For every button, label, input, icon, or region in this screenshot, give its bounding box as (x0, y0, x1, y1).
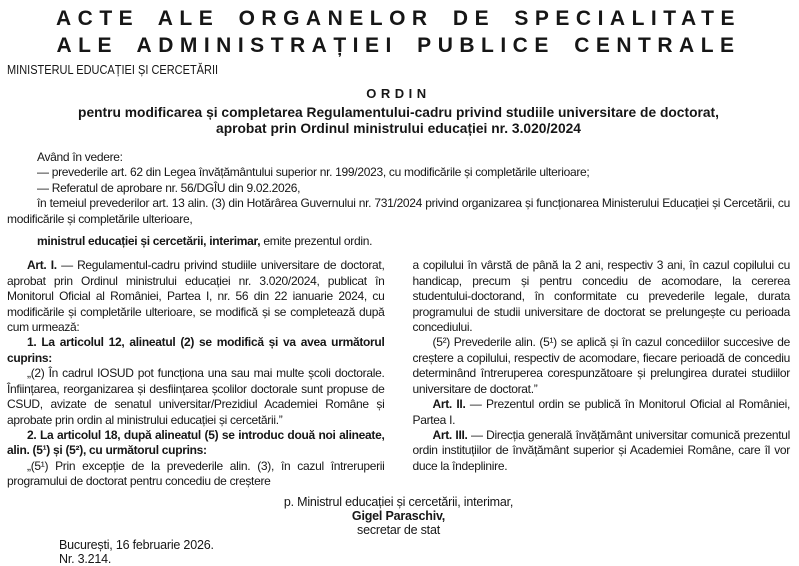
left-column (7, 258, 385, 489)
text-run: emite prezentul ordin. (260, 234, 373, 249)
paragraph (7, 196, 790, 227)
paragraph (7, 335, 385, 366)
paragraph (413, 428, 791, 474)
issuer-line (7, 234, 790, 249)
paragraph (413, 335, 791, 397)
order-heading: ORDIN (366, 86, 431, 101)
text-run: „(5¹) Prin excepție de la prevederile alin. (3), în cazul întreruperii programului de doctorat pentru concediu de creștere (7, 458, 385, 489)
text-run: în temeiul prevederilor art. 13 alin. (3) din Hotărârea Guvernului nr. 731/2024 privind organizarea și funcționarea Ministerului Educației și Cercetării, cu modificările și completările ulterioare, (7, 196, 790, 226)
section-heading (7, 6, 790, 59)
text-run: — Direcția generală învățământ universitar comunică prezentul ordin instituțiilor de învățământ superior și Academiei Române, care îl vor duce la îndeplinire. (412, 427, 790, 473)
order-title-line2: aprobat prin Ordinul ministrului educației nr. 3.020/2024 (216, 121, 581, 136)
order-title-line1: pentru modificarea și completarea Regulamentului-cadru privind studiile universitare de doctorat, (78, 105, 719, 120)
paragraph (7, 366, 385, 428)
body-columns (7, 258, 790, 489)
ministry-name: MINISTERUL EDUCAȚIEI ȘI CERCETĂRII (7, 63, 219, 77)
signature-position: secretar de stat (357, 522, 440, 537)
paragraph (7, 258, 385, 335)
section-heading-line1: ACTE ALE ORGANELOR DE SPECIALITATE (56, 7, 741, 30)
order-title (7, 105, 790, 137)
signature-name: Gigel Paraschiv, (351, 508, 446, 523)
text-run: Art. I. (27, 258, 57, 273)
right-column (413, 258, 791, 489)
document-footer (59, 538, 790, 566)
paragraph (7, 428, 385, 459)
paragraph (413, 397, 791, 428)
text-run: Art. II. (432, 397, 466, 412)
text-run: 2. La articolul 18, după alineatul (5) se introduc două noi alineate, alin. (5¹) și (5²), cu următorul cuprins: (7, 427, 385, 458)
paragraph (7, 150, 790, 165)
text-run: ministrul educației și cercetării, interimar, (37, 234, 261, 249)
text-run: a copilului în vârstă de până la 2 ani, respectiv 3 ani, în cazul copilului cu handicap, precum și pentru concediu de acomodare, la cererea studentului-doctorand, în conformitate cu prevederile legale, durata programului de studii universitare de doctorat se prelungește cu perioada concediului. (412, 258, 790, 335)
text-run: 1. La articolul 12, alineatul (2) se modifică și va avea următorul cuprins: (7, 335, 385, 365)
text-run: Având în vedere: (37, 150, 123, 164)
paragraph (7, 165, 790, 180)
paragraph (7, 459, 385, 490)
preamble (7, 150, 790, 227)
text-run: (5²) Prevederile alin. (5¹) se aplică și în cazul concediilor succesive de creștere a copilului, respectiv de acomodare, fiecare perioadă de concediu determinând întreruperea corespunzătoare și prelungirea duratei studiilor universitare de doctorat.” (412, 335, 790, 396)
section-heading-line2: ALE ADMINISTRAȚIEI PUBLICE CENTRALE (56, 33, 741, 57)
paragraph (7, 181, 790, 196)
footer-number: Nr. 3.214. (59, 551, 112, 566)
paragraph (413, 258, 791, 335)
text-run: — Referatul de aprobare nr. 56/DGÎU din 9.02.2026, (37, 180, 301, 195)
text-run: Art. III. (432, 427, 468, 442)
text-run: — prevederile art. 62 din Legea învățământului superior nr. 199/2023, cu modificările și completările ulterioare; (37, 165, 590, 180)
text-run: — Regulamentul-cadru privind studiile universitare de doctorat, aprobat prin Ordinul ministrului educației nr. 3.020/2024, publicat în Monitorul Oficial al României, Partea I, nr. 56 din 22 ianuarie 2024, cu modificările și completările ulterioare, se modifică și se completează după cum urmează: (7, 258, 385, 335)
signature-role: p. Ministrul educației și cercetării, interimar, (283, 494, 514, 509)
text-run: „(2) În cadrul IOSUD pot funcționa una sau mai multe școli doctorale. Înființarea, reorganizarea și desființarea școlilor doctorale sunt propuse de CSUD, avizate de senatul universitar/Prezidiul Academiei Române și aprobate prin ordin al ministrului educației și cercetării.” (7, 366, 385, 427)
footer-place-date: București, 16 februarie 2026. (59, 537, 214, 552)
signature-block (7, 495, 790, 537)
text-run: — Prezentul ordin se publică în Monitorul Oficial al României, Partea I. (412, 397, 790, 427)
